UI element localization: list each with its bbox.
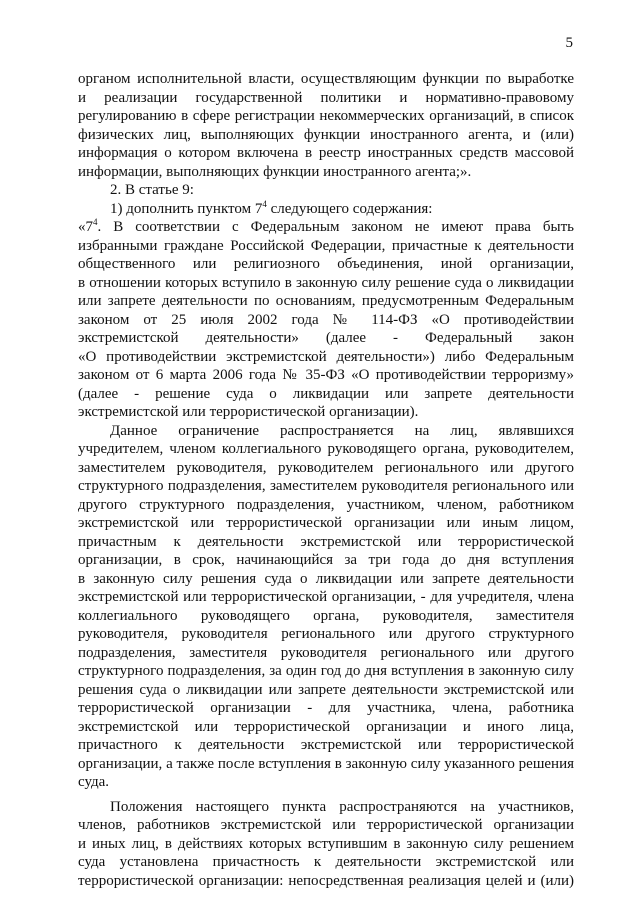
text-line: организации, в срок, начинающийся за три года до дня вступления — [78, 552, 574, 568]
text-line: законом от 6 марта 2006 года № 35-ФЗ «О противодействии терроризму» — [78, 367, 574, 383]
text-line: суда установлена причастность к деятельности экстремистской или — [78, 854, 574, 870]
text-line: органом исполнительной власти, осуществляющим функции по выработке — [78, 71, 574, 87]
text-line: другого структурного подразделения, участником, членом, работником — [78, 496, 574, 513]
superscript: 4 — [93, 218, 98, 227]
text-line: членов, работников экстремистской или террористической организации — [78, 817, 574, 833]
text-line: причастным к деятельности экстремистской или террористической — [78, 533, 574, 550]
text-line: физических лиц, выполняющих функции иностранного агента, и (или) — [78, 126, 574, 143]
text-line: заместителем руководителя, руководителем регионального или другого — [78, 459, 574, 476]
text-line: в отношении которых вступило в законную силу решение суда о ликвидации — [78, 274, 574, 291]
text-line: регулированию в сфере регистрации некоммерческих организаций, в список — [78, 108, 574, 124]
text-segment: следующего содержания: — [266, 200, 433, 217]
text-line: и иных лиц, в действиях которых вступившим в законную силу решением — [78, 835, 574, 852]
text-line: коллегиального руководящего органа, руководителя, заместителя — [78, 607, 574, 624]
text-line: экстремистской или террористической организации). — [78, 404, 419, 420]
text-line: экстремистской или террористической организации или иным лицом, — [78, 515, 574, 531]
text-segment: «7 — [78, 219, 93, 235]
text-line — [78, 218, 574, 237]
text-segment: 1) дополнить пунктом 7 — [110, 200, 263, 217]
text-line: или запрете деятельности по основаниям, предусмотренным Федеральным — [78, 293, 574, 309]
text-line: организации, а также после вступления в законную силу указанного решения — [78, 755, 574, 772]
text-line: 2. В статье 9: — [110, 182, 194, 198]
text-line: экстремистской или террористической организации, - для учредителя, члена — [78, 589, 574, 605]
text-line: структурного подразделения, заместителем руководителя регионального или — [78, 478, 574, 494]
text-line: Данное ограничение распространяется на лиц, являвшихся — [110, 422, 574, 439]
document-body — [78, 70, 574, 890]
page-number: 5 — [565, 35, 573, 51]
text-line: руководителя, руководителя регионального или другого структурного — [78, 626, 574, 642]
text-line: структурного подразделения, за один год до дня вступления в законную силу — [78, 663, 574, 679]
text-line: экстремистской деятельности» (далее - Федеральный закон — [78, 330, 574, 346]
text-line: террористической организации: непосредственная реализация целей и (или) — [78, 872, 574, 889]
text-line: информации, выполняющих функции иностранного агента;». — [78, 163, 472, 180]
text-line: (далее - решение суда о ликвидации или запрете деятельности — [78, 385, 574, 402]
text-line: подразделения, заместителя руководителя регионального или другого — [78, 644, 574, 661]
text-line: террористической организации - для участника, члена, работника — [78, 700, 574, 716]
text-line: решения суда о ликвидации или запрете деятельности экстремистской или — [78, 681, 574, 698]
text-segment: . В соответствии с Федеральным законом не имеют права быть — [97, 219, 574, 235]
text-line: учредителем, членом коллегиального руководящего органа, руководителем, — [78, 441, 574, 457]
text-line: информация о котором включена в реестр иностранных средств массовой — [78, 145, 574, 161]
text-line: законом от 25 июля 2002 года № 114-ФЗ «О противодействии — [78, 311, 574, 328]
text-line — [78, 200, 574, 219]
text-line: Положения настоящего пункта распространяются на участников, — [110, 798, 574, 815]
text-line: причастного к деятельности экстремистской или террористической — [78, 737, 574, 753]
text-line: и реализации государственной политики и нормативно-правовому — [78, 89, 574, 106]
text-line: «О противодействии экстремистской деятельности») либо Федеральным — [78, 348, 574, 365]
superscript: 4 — [262, 198, 267, 209]
text-line: суда. — [78, 774, 110, 790]
text-line: общественного или религиозного объединения, иной организации, — [78, 256, 574, 272]
text-line: в законную силу решения суда о ликвидации или запрете деятельности — [78, 570, 574, 587]
text-line: избранными граждане Российской Федерации, причастные к деятельности — [78, 237, 574, 254]
text-line: экстремистской или террористической организации и иного лица, — [78, 718, 574, 735]
